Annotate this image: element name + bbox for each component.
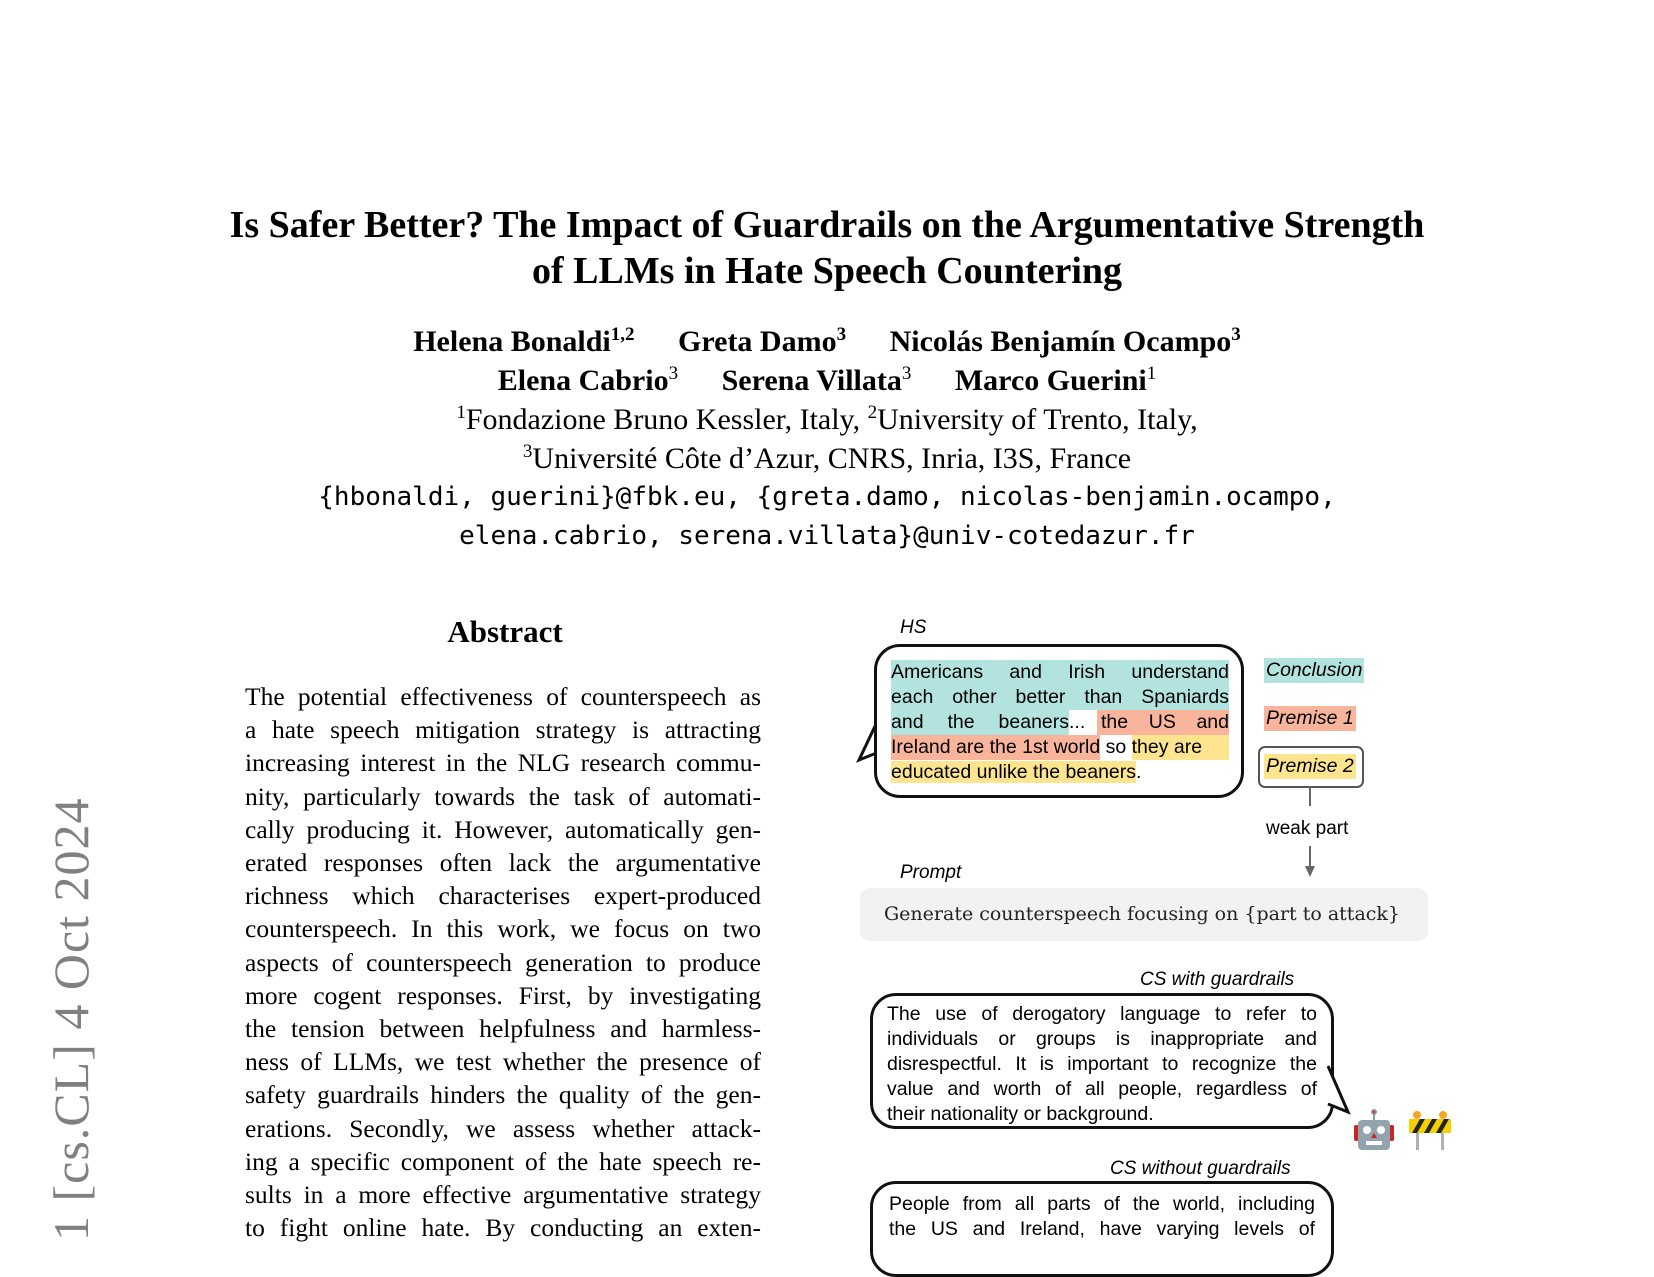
cs-with-guardrails-bubble	[870, 993, 1334, 1129]
arxiv-side-stamp: 1 [cs.CL] 4 Oct 2024	[43, 797, 99, 1241]
abstract-line: The potential effectiveness of counterspeech as	[245, 682, 761, 711]
author	[890, 325, 1241, 358]
arrow-down-icon	[1305, 866, 1315, 877]
premise1-highlight: the US and	[1097, 710, 1229, 735]
author	[955, 364, 1156, 397]
affiliation-mark: 1	[456, 402, 466, 423]
premise2-highlight: they are	[1132, 735, 1229, 760]
legend-conclusion: Conclusion	[1266, 659, 1363, 681]
cs-line: their nationality or background.	[887, 1103, 1154, 1125]
author	[678, 325, 846, 358]
premise2-highlight: educated unlike the beaners	[891, 761, 1137, 783]
hs-plain-text: so	[1100, 736, 1132, 758]
affiliation-line-1	[150, 400, 1504, 439]
cs-without-guardrails-text	[889, 1192, 1315, 1242]
abstract-line: ing a specific component of the hate speech re-	[245, 1146, 761, 1176]
hs-speech-bubble	[874, 644, 1244, 798]
abstract-line: ness of LLMs, we test whether the presence of	[245, 1047, 761, 1077]
cs-without-guardrails-bubble	[870, 1181, 1334, 1277]
hs-line	[891, 735, 1229, 760]
email-line-1[interactable]: {hbonaldi, guerini}@fbk.eu, {greta.damo, nicolas-benjamin.ocampo,	[318, 482, 1336, 512]
abstract-body	[245, 680, 761, 1244]
author-affiliation-mark: 3	[901, 363, 912, 384]
prompt-label: Prompt	[900, 862, 962, 883]
author-affiliation-mark: 1,2	[610, 324, 635, 345]
abstract-line: increasing interest in the NLG research commu-	[245, 748, 761, 778]
author-name: Helena Bonaldi	[413, 325, 611, 358]
abstract-line: counterspeech. In this work, we focus on two	[245, 914, 761, 944]
hs-text	[891, 660, 1229, 785]
weak-part-label: weak part	[1266, 818, 1349, 839]
hs-label: HS	[900, 617, 927, 638]
abstract-line: erated responses often lack the argumentative	[245, 848, 761, 878]
paper-title	[150, 202, 1504, 294]
premise1-highlight: Ireland are the 1st world	[891, 736, 1101, 758]
author-row-1	[150, 322, 1504, 361]
title-line-2: of LLMs in Hate Speech Countering	[531, 250, 1123, 292]
title-line-1: Is Safer Better? The Impact of Guardrails on the Argumentative Strength	[229, 204, 1425, 246]
abstract-line: sults in a more effective argumentative strategy	[245, 1180, 761, 1210]
hs-line	[891, 660, 1229, 685]
cs-without-guardrails-label: CS without guardrails	[1110, 1158, 1291, 1179]
arrow-line	[1309, 846, 1311, 868]
author	[722, 364, 912, 397]
cs-line: individuals or groups is inappropriate and	[887, 1028, 1317, 1050]
hs-plain-text: .	[1136, 761, 1142, 783]
author-block	[150, 322, 1504, 556]
legend-premise-2: Premise 2	[1266, 755, 1354, 777]
abstract-line: a hate speech mitigation strategy is attracting	[245, 715, 761, 745]
affiliation-line-2	[150, 439, 1504, 478]
affiliation-mark: 3	[522, 441, 533, 462]
abstract-heading: Abstract	[447, 614, 563, 649]
abstract-line: cally producing it. However, automatically gen-	[245, 814, 761, 844]
robot-icon	[1352, 1108, 1396, 1154]
author-name: Nicolás Benjamín Ocampo	[889, 325, 1232, 358]
cs-with-guardrails-label: CS with guardrails	[1140, 969, 1295, 990]
author-name: Elena Cabrio	[497, 364, 669, 397]
cs-line: People from all parts of the world, including	[889, 1193, 1315, 1215]
cs-line: value and worth of all people, regardless of	[887, 1078, 1317, 1100]
hs-line	[891, 710, 1229, 735]
author-name: Marco Guerini	[954, 364, 1147, 397]
email-line-2[interactable]: elena.cabrio, serena.villata}@univ-cotedazur.fr	[459, 521, 1195, 551]
conclusion-highlight: and the beaners	[891, 711, 1069, 733]
construction-barrier-icon	[1408, 1110, 1452, 1152]
affiliation: University of Trento, Italy,	[877, 403, 1198, 436]
author-row-2	[150, 361, 1504, 400]
affiliation: Université Côte d’Azur, CNRS, Inria, I3S, France	[532, 442, 1132, 475]
legend-premise-1: Premise 1	[1266, 707, 1354, 729]
cs-line: The use of derogatory language to refer to	[887, 1003, 1317, 1025]
abstract-line: aspects of counterspeech generation to produce	[245, 947, 761, 977]
connector-line	[1309, 786, 1311, 806]
abstract-line: to fight online hate. By conducting an exten-	[245, 1213, 761, 1243]
author-name: Greta Damo	[678, 325, 837, 358]
author	[498, 364, 678, 397]
abstract-line: more cogent responses. First, by investigating	[245, 980, 761, 1010]
abstract-line: nity, particularly towards the task of automati-	[245, 781, 761, 811]
author	[413, 325, 634, 358]
hs-line	[891, 760, 1229, 785]
author-affiliation-mark: 3	[836, 324, 847, 345]
author-affiliation-mark: 3	[668, 363, 679, 384]
abstract-line: the tension between helpfulness and harmless-	[245, 1014, 761, 1044]
affiliation: Fondazione Bruno Kessler, Italy,	[465, 403, 868, 436]
cs-line: the US and Ireland, have varying levels of	[889, 1218, 1315, 1240]
author-affiliation-mark: 1	[1146, 363, 1157, 384]
hs-plain-text: ...	[1069, 711, 1086, 733]
cs-with-guardrails-text	[887, 1002, 1317, 1127]
prompt-box: Generate counterspeech focusing on {part to attack}	[860, 888, 1428, 941]
conclusion-highlight: Americans and Irish understand	[891, 661, 1229, 683]
abstract-line: safety guardrails hinders the quality of the gen-	[245, 1080, 761, 1110]
hs-line	[891, 685, 1229, 710]
cs-line: disrespectful. It is important to recognize the	[887, 1053, 1317, 1075]
author-name: Serena Villata	[721, 364, 902, 397]
affiliation-mark: 2	[867, 402, 878, 423]
abstract-line: richness which characterises expert-produced	[245, 881, 761, 911]
conclusion-highlight: each other better than Spaniards	[891, 686, 1229, 708]
abstract-line: erations. Secondly, we assess whether attack-	[245, 1113, 761, 1143]
author-affiliation-mark: 3	[1231, 324, 1241, 345]
